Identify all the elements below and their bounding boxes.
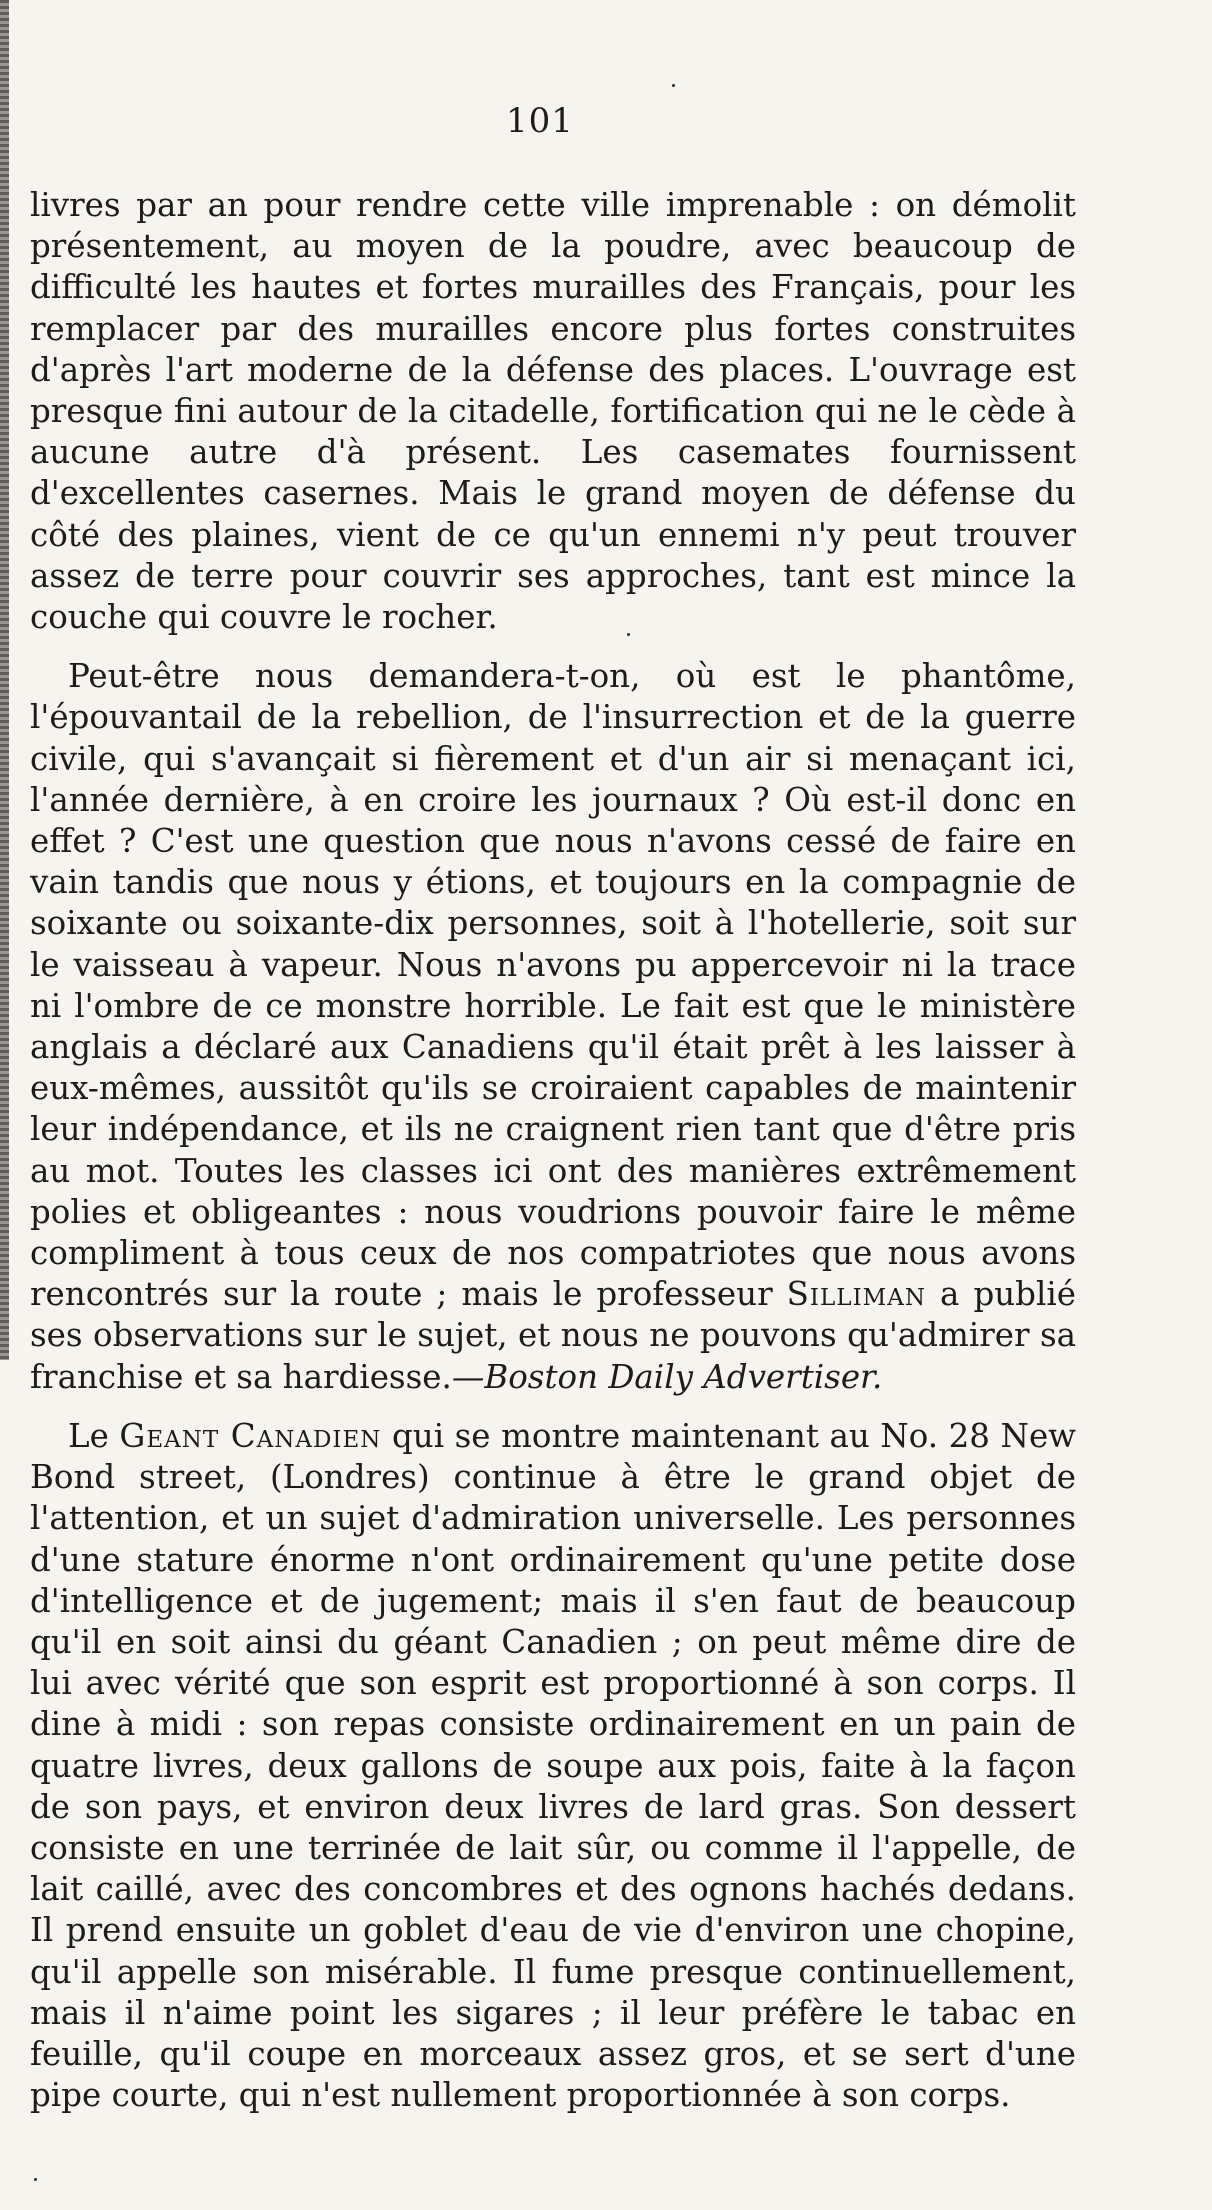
paragraph-text: Peut-être nous demandera-t-on, où est le phantôme, l'épouvantail de la rebellion, de l'insurrection et de la guerre civile, qui s'avançait si fièrement et d'un air si menaçant ici, l'année dernière, à en croire les journaux ? Où est-il donc en effet ? C'est une question que nous n'avons cessé de faire en vain tandis que nous y étions, et toujours en la compagnie de soixante ou soixante-dix personnes, soit à l'hotellerie, soit sur le vaisseau à vapeur. Nous n'avons pu appercevoir ni la trace ni l'ombre de ce monstre horrible. Le fait est que le ministère anglais a déclaré aux Canadiens qu'il était prêt à les laisser à eux-mêmes, aussitôt qu'ils se croiraient capables de maintenir leur indépendance, et ils ne craignent rien tant que d'être pris au mot. Toutes les classes ici ont des manières extrêmement polies et obligeantes : nous voudrions pouvoir faire le même compliment à tous ceux de nos compatriotes que nous avons rencontrés sur la route ; mais le professeur xyxy=(30,657,1076,1314)
paragraph-giant xyxy=(30,1416,1076,2116)
print-speck xyxy=(672,84,675,87)
paragraph-rebellion xyxy=(30,656,1076,1398)
page-binding-edge xyxy=(0,0,9,1360)
paragraph-text: livres par an pour rendre cette ville imprenable : on démolit présentement, au moyen de la poudre, avec beaucoup de difficulté les hautes et fortes murailles des Français, pour les remplacer par des murailles encore plus fortes construites d'après l'art moderne de la défense des places. L'ouvrage est presque fini autour de la citadelle, fortification qui ne le cède à aucune autre d'à présent. Les casemates fournissent d'excellentes casernes. Mais le grand moyen de défense du côté des plaines, vient de ce qu'un ennemi n'y peut trouver assez de terre pour couvrir ses approches, tant est mince la couche qui couvre le rocher. xyxy=(30,186,1076,637)
paragraph-text-continued: a publié ses observations sur le sujet, et nous ne pouvons qu'admirer sa franchise et sa hardiesse. xyxy=(30,1275,1077,1396)
print-speck xyxy=(34,2178,37,2181)
paragraph-text: qui se montre maintenant au No. 28 New Bond street, (Londres) continue à être le grand objet de l'attention, et un sujet d'admiration universelle. Les personnes d'une stature énorme n'ont ordinairement qu'une petite dose d'intelligence et de jugement; mais il s'en faut de beaucoup qu'il en soit ainsi du géant Canadien ; on peut même dire de lui avec vérité que son esprit est proportionné à son corps. Il dine à midi : son repas consiste ordinairement en un pain de quatre livres, deux gallons de soupe aux pois, faite à la façon de son pays, et environ deux livres de lard gras. Son dessert consiste en une terrinée de lait sûr, ou comme il l'appelle, de lait caillé, avec des concombres et des ognons hachés dedans. Il prend ensuite un goblet d'eau de vie d'environ une chopine, qu'il appelle son misérable. Il fume presque continuellement, mais il n'aime point les sigares ; il leur préfère le tabac en feuille, qu'il coupe en morceaux assez gros, et se sert d'une pipe courte, qui n'est nullement proportionnée à son corps. xyxy=(30,1416,1076,2115)
page-number: 101 xyxy=(506,101,574,141)
paragraph-citadel xyxy=(30,185,1076,638)
source-signature: —Boston Daily Advertiser. xyxy=(451,1357,883,1396)
article-text xyxy=(30,185,1076,2116)
giant-title: Geant Canadien xyxy=(119,1416,382,1455)
professor-name: Silliman xyxy=(786,1275,926,1314)
paragraph-lead: Le xyxy=(68,1416,120,1455)
